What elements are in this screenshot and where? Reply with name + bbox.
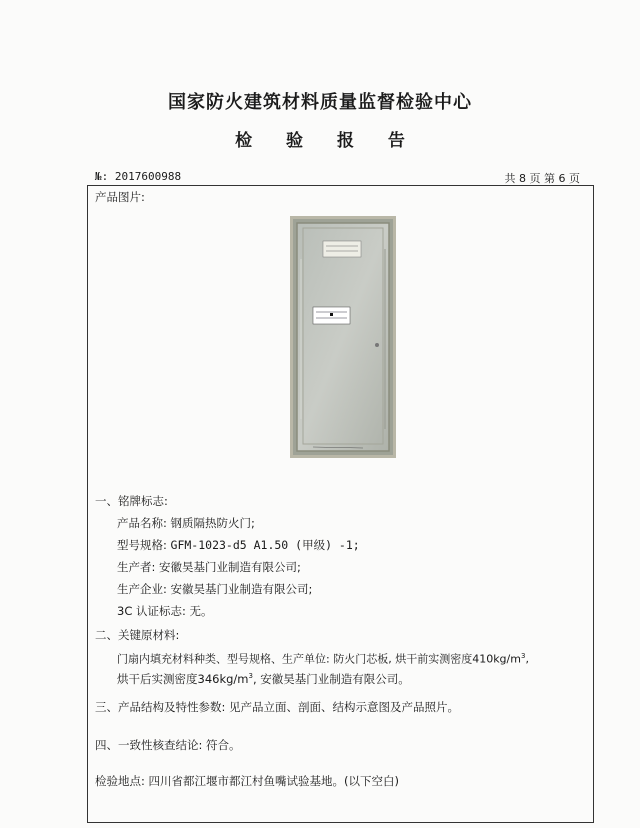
door-photo-image (293, 219, 393, 455)
report-org-title: 国家防火建筑材料质量监督检验中心 (168, 92, 472, 113)
nameplate-heading: 一、铭牌标志: (95, 494, 168, 508)
nameplate-producer: 生产者: 安徽昊基门业制造有限公司; (117, 560, 301, 574)
materials-line-2 (95, 665, 410, 690)
materials-line-2-sup: 3 (248, 672, 253, 680)
materials-line-2-end: , 安徽昊基门业制造有限公司。 (252, 671, 410, 686)
report-doc-type: 检 验 报 告 (235, 131, 419, 151)
materials-heading: 二、关键原材料: (95, 628, 180, 642)
location-text: 检验地点: 四川省都江堰市都江村鱼嘴试验基地。(以下空白) (95, 774, 400, 788)
model-value: GFM-1023-d5 A1.50 (甲级) -1; (170, 538, 360, 552)
report-number: №: 2017600988 (95, 170, 182, 183)
page-info: 共 8 页 第 6 页 (504, 172, 580, 185)
photo-section-label: 产品图片: (95, 190, 145, 204)
nameplate-ccc: 3C 认证标志: 无。 (117, 604, 213, 618)
materials-line-2-text: 烘干后实测密度346kg/m (117, 671, 249, 686)
materials-line-1-sup: 3 (520, 652, 526, 660)
nameplate-manufacturer: 生产企业: 安徽昊基门业制造有限公司; (117, 582, 313, 596)
materials-line-1-end: , (525, 652, 529, 666)
conformity-text: 四、一致性核查结论: 符合。 (95, 738, 241, 752)
structure-text: 三、产品结构及特性参数: 见产品立面、剖面、结构示意图及产品照片。 (95, 700, 460, 714)
materials-line-1-text: 门扇内填充材料种类、型号规格、生产单位: 防火门芯板, 烘干前实测密度410kg/m (117, 652, 521, 666)
nameplate-model (95, 534, 360, 556)
nameplate-product-name: 产品名称: 钢质隔热防火门; (117, 516, 255, 530)
model-label: 型号规格: (117, 538, 171, 552)
product-photo (290, 216, 396, 458)
